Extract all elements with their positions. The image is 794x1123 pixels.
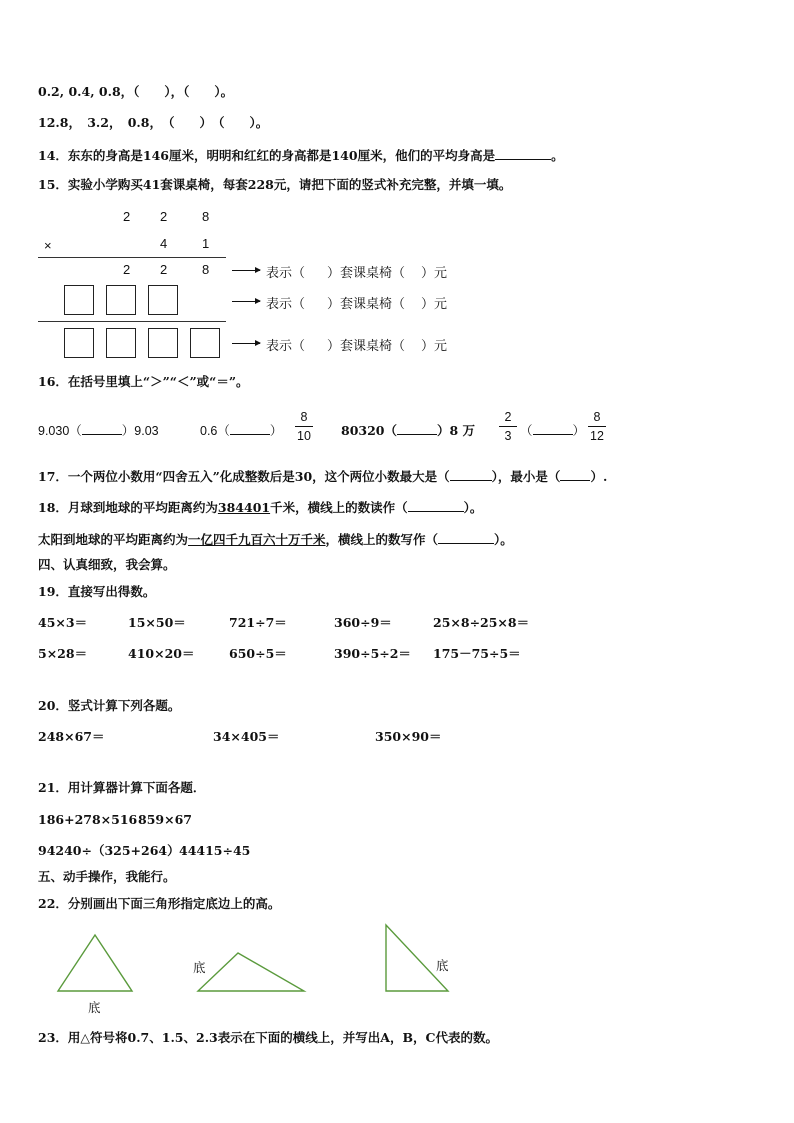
answer-box[interactable]: [148, 328, 178, 358]
answer-blank[interactable]: [560, 468, 590, 481]
question-14-text: 14．东东的身高是146厘米，明明和红红的身高都是140厘米，他们的平均身高是: [38, 148, 496, 163]
expression: 248×67＝: [38, 729, 105, 744]
digit: 2: [123, 262, 131, 277]
expression: 5×28＝: [38, 646, 88, 661]
expression: 15×50＝: [128, 615, 186, 630]
question-19: 19．直接写出得数。: [38, 584, 156, 599]
base-label: 底: [193, 960, 206, 975]
compare-a: 9.030（ ）9.03: [38, 424, 159, 438]
answer-blank[interactable]: [450, 468, 492, 481]
underlined-words: 一亿四千九百六十万千米: [188, 532, 326, 547]
base-label: 底: [436, 958, 449, 973]
digit: 2: [160, 209, 168, 224]
digit: 2: [160, 262, 168, 277]
question-21: 21．用计算器计算下面各题．: [38, 780, 206, 795]
answer-blank[interactable]: [495, 147, 551, 160]
expression: 390÷5÷2＝: [334, 646, 411, 661]
answer-box[interactable]: [64, 328, 94, 358]
question-16: 16．在括号里填上“＞”“＜”或“＝”。: [38, 374, 249, 389]
triangle-2: [198, 953, 304, 991]
underlined-number: 384401: [217, 500, 271, 515]
answer-blank[interactable]: [230, 422, 270, 435]
sequence-line-1: 0.2, 0.4, 0.8，（ ），（ ）。: [38, 84, 234, 99]
question-23: 23．用△符号将0.7、1.5、2.3表示在下面的横线上，并写出A，B，C代表的数。: [38, 1030, 498, 1045]
expression: 94240÷（325+264）: [38, 843, 180, 858]
expression: 186+278×516: [38, 812, 138, 827]
answer-box[interactable]: [148, 285, 178, 315]
digit: 4: [160, 236, 168, 251]
section-5-heading: 五、动手操作，我能行。: [38, 869, 176, 884]
expression: 44415÷45: [179, 843, 251, 858]
question-22: 22．分别画出下面三角形指定底边上的高。: [38, 896, 281, 911]
times-sign: ×: [44, 238, 52, 253]
digit: 8: [202, 209, 210, 224]
answer-box[interactable]: [190, 328, 220, 358]
triangle-1: [58, 935, 132, 991]
answer-blank[interactable]: [438, 531, 494, 544]
compare-c: 80320（ ）8 万: [341, 423, 476, 438]
arrow-icon: [232, 343, 260, 344]
expression: 175－75÷5＝: [433, 646, 521, 661]
question-15: 15．实验小学购买41套课桌椅，每套228元，请把下面的竖式补充完整，并填一填。: [38, 177, 512, 192]
expression: 410×20＝: [128, 646, 195, 661]
explanation-note: 表示（ ）套课桌椅（ ）元: [266, 297, 448, 312]
arrow-icon: [232, 270, 260, 271]
answer-blank[interactable]: [397, 422, 437, 435]
answer-blank[interactable]: [408, 499, 464, 512]
compare-d: （ ）: [520, 424, 586, 438]
digit: 8: [202, 262, 210, 277]
question-14: [38, 147, 564, 164]
fraction-8-10: 8 10: [293, 410, 315, 443]
explanation-note: 表示（ ）套课桌椅（ ）元: [266, 339, 448, 354]
arrow-icon: [232, 301, 260, 302]
base-label: 底: [88, 1000, 101, 1015]
expression: 25×8÷25×8＝: [433, 615, 530, 630]
digit: 1: [202, 236, 210, 251]
triangles-figure: [0, 915, 794, 1025]
answer-box[interactable]: [64, 285, 94, 315]
answer-box[interactable]: [106, 328, 136, 358]
calc-line: [38, 321, 226, 322]
sequence-line-2: 12.8， 3.2， 0.8， （ ） （ ）。: [38, 115, 269, 130]
answer-blank[interactable]: [82, 422, 122, 435]
question-17: 17．一个两位小数用“四舍五入”化成整数后是30，这个两位小数最大是（ ），最小是（ ）.: [38, 469, 608, 484]
calc-line: [38, 257, 226, 258]
section-4-heading: 四、认真细致，我会算。: [38, 557, 176, 572]
explanation-note: 表示（ ）套课桌椅（ ）元: [266, 266, 448, 281]
digit: 2: [123, 209, 131, 224]
question-20: 20．竖式计算下列各题。: [38, 698, 181, 713]
fraction-2-3: 2 3: [497, 410, 519, 443]
expression: 650÷5＝: [229, 646, 287, 661]
answer-blank[interactable]: [533, 422, 573, 435]
expression: 721÷7＝: [229, 615, 287, 630]
expression: 34×405＝: [213, 729, 280, 744]
fraction-8-12: 8 12: [586, 410, 608, 443]
question-14-end: 。: [551, 148, 564, 163]
expression: 360÷9＝: [334, 615, 392, 630]
compare-b: 0.6（ ）: [200, 424, 283, 438]
expression: 45×3＝: [38, 615, 88, 630]
expression: 859×67: [138, 812, 192, 827]
expression: 350×90＝: [375, 729, 442, 744]
question-18: 18．月球到地球的平均距离约为384401千米，横线上的数读作（ ）。: [38, 500, 483, 515]
answer-box[interactable]: [106, 285, 136, 315]
question-18-part-2: 太阳到地球的平均距离约为一亿四千九百六十万千米，横线上的数写作（ ）。: [38, 532, 513, 547]
